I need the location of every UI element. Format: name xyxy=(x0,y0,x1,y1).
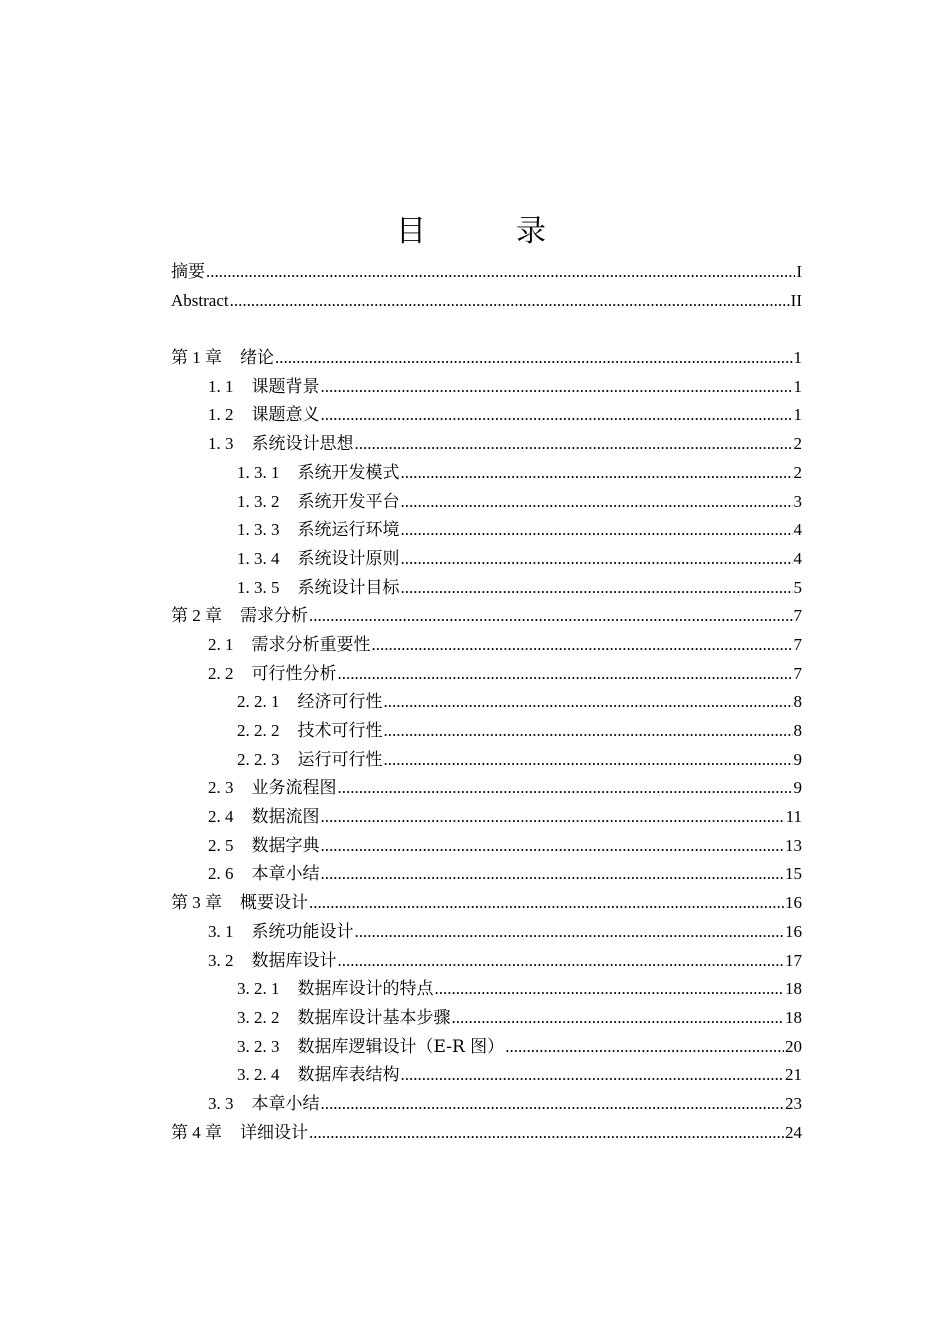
dot-leader xyxy=(338,947,785,976)
dot-leader xyxy=(338,774,793,803)
toc-entry[interactable] xyxy=(171,373,802,402)
toc-entry-page: 17 xyxy=(785,950,802,970)
toc-entry-number: 2. 6 xyxy=(208,864,234,884)
toc-entry[interactable] xyxy=(171,918,802,947)
toc-entry-page: 9 xyxy=(793,778,802,798)
toc-entry-number: 2. 4 xyxy=(208,807,234,827)
dot-leader xyxy=(321,373,793,402)
toc-entry[interactable] xyxy=(171,660,802,689)
toc-entry-page: 13 xyxy=(785,835,802,855)
dot-leader xyxy=(321,832,785,861)
toc-entry[interactable] xyxy=(171,602,802,631)
toc-entry-number: 3. 2 xyxy=(208,950,234,970)
toc-entry-number: 1. 3. 4 xyxy=(237,548,280,568)
dot-leader xyxy=(372,631,793,660)
toc-entry-page: 9 xyxy=(793,749,802,769)
toc-entry[interactable] xyxy=(171,889,802,918)
toc-entry-label: 数据流图 xyxy=(251,807,320,828)
toc-entry-number: 1. 3. 1 xyxy=(237,462,280,482)
toc-title: 目 录 xyxy=(396,214,576,249)
toc-entry-number: 第 3 章 xyxy=(171,893,222,913)
toc-body xyxy=(171,344,802,1147)
dot-leader xyxy=(452,1004,785,1033)
toc-entry[interactable] xyxy=(171,947,802,976)
toc-entry-number: 3. 2. 2 xyxy=(237,1007,280,1027)
toc-entry-number: 1. 3. 3 xyxy=(237,520,280,540)
toc-entry-label: 经济可行性 xyxy=(297,692,383,713)
toc-entry-page: II xyxy=(790,290,802,310)
toc-entry-page: 24 xyxy=(785,1122,802,1142)
toc-entry-abstract-zh[interactable] xyxy=(171,258,802,287)
toc-entry-label: 系统运行环境 xyxy=(297,520,400,541)
toc-entry[interactable] xyxy=(171,516,802,545)
toc-entry-label: 系统开发平台 xyxy=(297,491,400,512)
toc-entry-number: 2. 2 xyxy=(208,663,234,683)
dot-leader xyxy=(384,717,793,746)
toc-entry-number: 第 4 章 xyxy=(171,1122,222,1142)
toc-entry-page: 11 xyxy=(785,807,802,827)
toc-entry-page: 4 xyxy=(793,520,802,540)
toc-entry-label: 本章小结 xyxy=(251,1093,320,1114)
toc-entry[interactable] xyxy=(171,545,802,574)
toc-entry-number: 3. 2. 1 xyxy=(237,979,280,999)
toc-entry-page: 3 xyxy=(793,491,802,511)
toc-entry-label: 课题意义 xyxy=(251,405,320,426)
toc-entry-label: 系统设计思想 xyxy=(251,434,354,455)
toc-entry-label: 概要设计 xyxy=(240,893,308,914)
dot-leader xyxy=(309,1119,784,1148)
toc-entry-label: 绪论 xyxy=(240,348,274,369)
toc-entry-label: 运行可行性 xyxy=(297,749,383,770)
toc-entry-label: 系统设计原则 xyxy=(297,548,400,569)
dot-leader xyxy=(321,860,785,889)
toc-entry-page: 18 xyxy=(785,979,802,999)
toc-entry-label: 摘要 xyxy=(171,262,205,282)
toc-entry-label: 系统功能设计 xyxy=(251,921,354,942)
toc-entry-page: 8 xyxy=(793,692,802,712)
toc-entry-page: 2 xyxy=(793,434,802,454)
toc-entry-page: 20 xyxy=(785,1036,802,1056)
toc-entry[interactable] xyxy=(171,975,802,1004)
toc-entry[interactable] xyxy=(171,488,802,517)
dot-leader xyxy=(401,488,793,517)
toc-entry[interactable] xyxy=(171,1090,802,1119)
dot-leader xyxy=(401,1061,785,1090)
toc-entry-label: 数据库表结构 xyxy=(297,1065,400,1086)
toc-entry[interactable] xyxy=(171,717,802,746)
toc-entry-page: I xyxy=(796,262,802,281)
toc-entry[interactable] xyxy=(171,1033,802,1062)
dot-leader xyxy=(321,401,793,430)
toc-entry-page: 7 xyxy=(793,606,802,626)
toc-entry[interactable] xyxy=(171,1004,802,1033)
toc-entry-number: 1. 3. 2 xyxy=(237,491,280,511)
toc-entry-page: 8 xyxy=(793,721,802,740)
dot-leader xyxy=(435,975,785,1004)
toc-entry[interactable] xyxy=(171,688,802,717)
dot-leader xyxy=(401,516,793,545)
toc-entry[interactable] xyxy=(171,860,802,889)
toc-entry-label: 系统开发模式 xyxy=(297,462,400,483)
dot-leader xyxy=(401,574,793,603)
toc-entry-page: 7 xyxy=(793,634,802,654)
dot-leader xyxy=(355,430,793,459)
dot-leader xyxy=(355,918,785,947)
toc-entry[interactable] xyxy=(171,459,802,488)
toc-entry-number: 第 1 章 xyxy=(171,348,222,368)
toc-entry[interactable] xyxy=(171,803,802,832)
toc-entry-number: 2. 1 xyxy=(208,634,234,654)
dot-leader xyxy=(384,688,793,717)
spacer xyxy=(171,315,802,344)
dot-leader xyxy=(384,746,793,775)
toc-entry-label: 技术可行性 xyxy=(297,721,383,741)
dot-leader xyxy=(505,1033,784,1062)
dot-leader xyxy=(321,803,785,832)
toc-entry-label: 数据库设计的特点 xyxy=(297,979,434,1000)
toc-entry-number: 第 2 章 xyxy=(171,606,222,626)
dot-leader xyxy=(321,1090,785,1119)
toc-entry-label: 可行性分析 xyxy=(251,663,337,684)
toc-entry-number: 2. 2. 1 xyxy=(237,692,280,712)
toc-entry-number: 1. 3 xyxy=(208,434,234,454)
toc-entry-page: 7 xyxy=(793,663,802,683)
toc-entry-page: 16 xyxy=(785,893,802,913)
toc-entry-label: 数据字典 xyxy=(251,835,320,856)
table-of-contents xyxy=(171,258,802,1147)
toc-entry-number: 3. 2. 4 xyxy=(237,1065,280,1085)
toc-entry[interactable] xyxy=(171,746,802,775)
toc-entry-label: 详细设计 xyxy=(240,1122,308,1143)
toc-entry-label: 需求分析重要性 xyxy=(251,634,371,655)
toc-entry-number: 2. 5 xyxy=(208,835,234,855)
toc-entry-number: 3. 2. 3 xyxy=(237,1036,280,1056)
dot-leader xyxy=(275,344,793,373)
dot-leader xyxy=(338,660,793,689)
toc-entry-page: 16 xyxy=(785,921,802,941)
toc-entry[interactable] xyxy=(171,774,802,803)
toc-entry-page: 18 xyxy=(785,1007,802,1027)
toc-entry-number: 2. 2. 3 xyxy=(237,749,280,769)
toc-entry[interactable] xyxy=(171,1119,802,1148)
toc-entry-label: 数据库逻辑设计（E-R 图） xyxy=(297,1036,505,1057)
toc-entry-number: 2. 2. 2 xyxy=(237,721,280,740)
toc-entry-label: 本章小结 xyxy=(251,864,320,885)
toc-entry-page: 4 xyxy=(793,548,802,568)
toc-entry-label: 数据库设计基本步骤 xyxy=(297,1007,451,1028)
toc-entry-label: 系统设计目标 xyxy=(297,577,400,598)
toc-entry-number: 1. 2 xyxy=(208,405,234,425)
toc-entry-abstract-en[interactable] xyxy=(171,287,802,316)
dot-leader xyxy=(401,545,793,574)
toc-entry[interactable] xyxy=(171,631,802,660)
dot-leader xyxy=(230,287,790,316)
toc-entry-label: 需求分析 xyxy=(240,606,308,627)
toc-entry[interactable] xyxy=(171,344,802,373)
toc-entry-page: 23 xyxy=(785,1093,802,1113)
toc-entry[interactable] xyxy=(171,401,802,430)
toc-entry-page: 5 xyxy=(793,577,802,597)
toc-entry-page: 21 xyxy=(785,1065,802,1085)
toc-entry-page: 15 xyxy=(785,864,802,884)
dot-leader xyxy=(309,602,793,631)
toc-entry-page: 1 xyxy=(793,376,802,396)
toc-entry-page: 1 xyxy=(793,405,802,425)
toc-entry[interactable] xyxy=(171,430,802,459)
toc-entry[interactable] xyxy=(171,832,802,861)
toc-entry-label: 数据库设计 xyxy=(251,950,337,971)
toc-entry-page: 1 xyxy=(793,348,802,368)
toc-entry-number: 3. 3 xyxy=(208,1093,234,1113)
dot-leader xyxy=(401,459,793,488)
toc-entry-number: 2. 3 xyxy=(208,778,234,798)
toc-entry-label: 课题背景 xyxy=(251,376,320,397)
toc-entry[interactable] xyxy=(171,1061,802,1090)
toc-entry-label: 业务流程图 xyxy=(251,778,337,799)
toc-entry-page: 2 xyxy=(793,462,802,482)
dot-leader xyxy=(309,889,784,918)
toc-entry-label: Abstract xyxy=(171,290,229,310)
toc-entry-number: 1. 1 xyxy=(208,376,234,396)
toc-entry-number: 1. 3. 5 xyxy=(237,577,280,597)
toc-entry[interactable] xyxy=(171,574,802,603)
toc-entry-number: 3. 1 xyxy=(208,921,234,941)
dot-leader xyxy=(206,258,795,287)
